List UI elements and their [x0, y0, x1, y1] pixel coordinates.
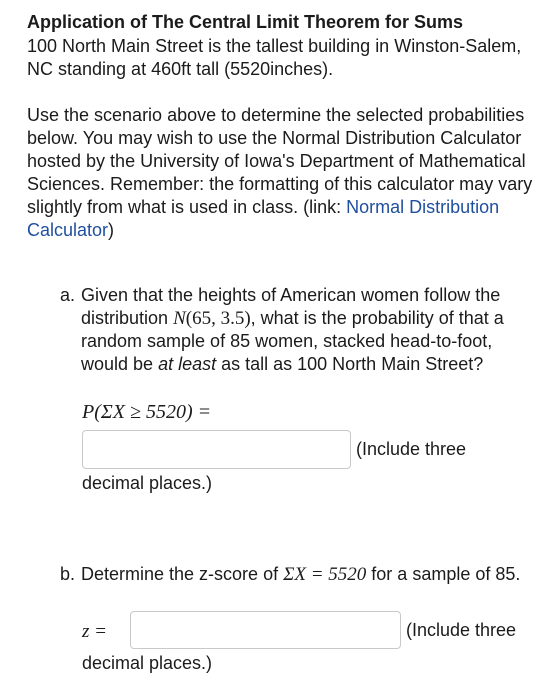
page-title: Application of The Central Limit Theorem for Sums — [27, 12, 464, 32]
question-a — [60, 284, 530, 376]
answer-a-note-continued: decimal places.) — [82, 473, 213, 493]
question-b-text-2: for a sample of 85. — [366, 564, 521, 584]
question-b-text — [81, 563, 540, 586]
sum-formula-inline: ΣX = 5520 — [283, 564, 367, 585]
answer-b-input[interactable] — [130, 611, 401, 649]
instructions-lead: Use the scenario above to determine the selected probabilities below. You may wish to use the Normal Distribution Calculator hosted by the University of Iowa's Department of Mathematical Sciences. Remember: the formatting of this calculator may vary slightly from what is used in class. (link: — [27, 105, 533, 217]
question-b-letter: b. — [60, 564, 76, 584]
question-b — [60, 563, 540, 586]
answer-b-note-continued: decimal places.) — [82, 653, 213, 673]
probability-formula: P(ΣX ≥ 5520) = — [82, 401, 212, 423]
distribution-params: (65, 3.5) — [185, 308, 251, 329]
question-a-text-1: Given that the heights of American women follow the distribution — [81, 285, 501, 328]
question-a-text-2: , what is the probability of that a random sample of 85 women, stacked head-to-foot, would be — [81, 308, 504, 374]
question-a-text-3: as tall as 100 North Main Street? — [216, 354, 484, 374]
normal-distribution-calculator-link[interactable]: Normal Distribution Calculator — [27, 197, 500, 240]
answer-a-note: (Include three — [356, 439, 467, 459]
emphasis-text: at least — [158, 354, 217, 374]
distribution-name: N — [173, 308, 186, 329]
answer-a-input[interactable] — [82, 430, 351, 469]
instructions-tail: ) — [108, 220, 115, 240]
z-formula: z = — [82, 621, 107, 642]
question-a-text — [81, 284, 530, 376]
instructions-text — [27, 104, 542, 242]
scenario-text: 100 North Main Street is the tallest building in Winston-Salem, NC standing at 460ft tall (5520inches). — [27, 36, 522, 79]
answer-b-note: (Include three — [406, 620, 517, 640]
question-a-letter: a. — [60, 285, 76, 305]
question-b-text-1: Determine the z-score of — [81, 564, 284, 584]
